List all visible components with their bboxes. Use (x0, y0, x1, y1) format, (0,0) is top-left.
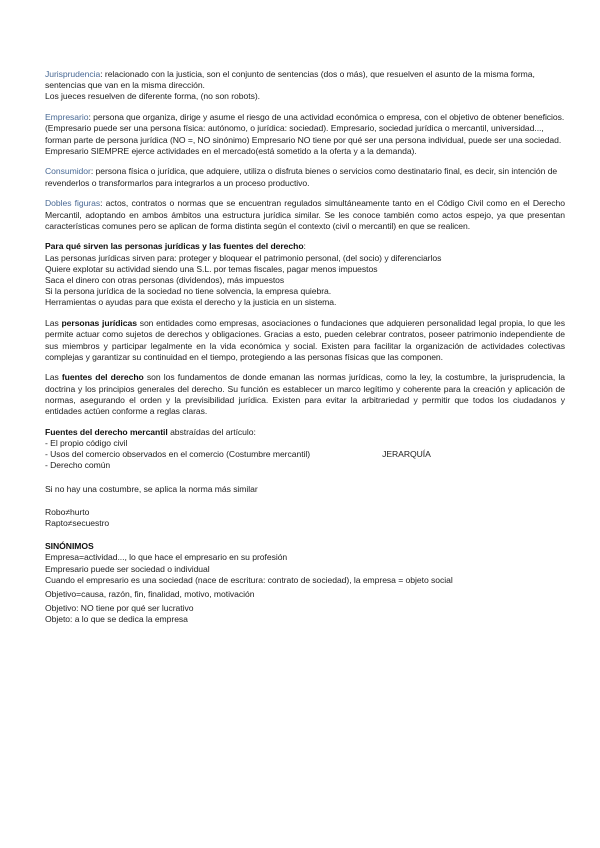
term-empresario: Empresario (45, 112, 89, 123)
document-body (45, 69, 565, 626)
definition-note: Los jueces resuelven de diferente forma, (no son robots). (45, 91, 260, 102)
note: Si no hay una costumbre, se aplica la norma más similar (45, 483, 258, 494)
section-fuentes-mercantil (45, 427, 565, 529)
definition-empresario (45, 112, 565, 157)
definition-jurisprudencia (45, 69, 565, 103)
definition-text: : persona física o jurídica, que adquiere, utiliza o disfruta bienes o servicios como destinatario final, es decir, sin intención de revenderlos o transformarlos para integrarlos a un proceso productivo. (45, 166, 558, 188)
list-item: Empresa=actividad..., lo que hace el empresario en su profesión (45, 552, 288, 563)
term-jurisprudencia: Jurisprudencia (45, 69, 101, 79)
list-item: Objetivo=causa, razón, fin, finalidad, motivo, motivación (45, 589, 255, 600)
definition-consumidor (45, 166, 565, 188)
section-para-que-sirven (45, 241, 565, 308)
list-item: Si la persona jurídica de la sociedad no tiene solvencia, la empresa quiebra. (45, 286, 332, 297)
heading-rest: abstraídas del artículo: (167, 426, 256, 437)
paragraph-fuentes-derecho (45, 372, 565, 417)
definition-text: : persona que organiza, dirige y asume el riesgo de una actividad económica o empresa, con el objetivo de obtener beneficios. (Empresario puede ser una persona física: autónomo, o jurídica: sociedad). Empresario, sociedad jurídica o mercantil, universidad..., forman parte de persona jurídica (NO =, NO sinónimo) Empresario NO tiene por qué ser una persona individual, puede ser una sociedad. Empresario SIEMPRE ejerce actividades en el mercado(está sometido a la oferta y a la demanda). (45, 112, 565, 156)
paragraph-text: son los fundamentos de donde emanan las normas jurídicas, como la ley, la costumbre, la jurisprudencia, la doctrina y los principios generales del derecho. Su función es establecer un marco legítimo y coherente para la creación y aplicación de normas, asegurando el orden y la previsibilidad jurídica. Existen para evitar la arbitrariedad y permitir que todos los ciudadanos y entidades actúen conforme a reglas claras. (45, 372, 566, 417)
section-heading: Fuentes del derecho mercantil (45, 426, 168, 437)
section-heading: Para qué sirven las personas jurídicas y las fuentes del derecho (45, 241, 304, 252)
list-item: Las personas jurídicas sirven para: proteger y bloquear el patrimonio personal, (del socio) y diferenciarlos (45, 252, 442, 263)
paragraph-pre: Las (45, 372, 62, 383)
list-item: Quiere explotar su actividad siendo una S.L. por temas fiscales, pagar menos impuestos (45, 263, 378, 274)
section-heading: SINÓNIMOS (45, 541, 94, 552)
paragraph-text: son entidades como empresas, asociaciones o fundaciones que adquieren personalidad legal propia, lo que les permite actuar como sujetos de derechos y obligaciones. Gracias a esto, pueden celebrar contratos, poseer patrimonio independiente de sus miembros y participar legalmente en la vida económica y social. Existen para facilitar la organización de actividades colectivas complejas y garantizar su continuidad en el tiempo, protegiendo a las personas físicas que las componen. (45, 318, 565, 362)
jerarquia-label: JERARQUÍA (382, 449, 431, 460)
list-item: Cuando el empresario es una sociedad (nace de escritura: contrato de sociedad), la empresa = objeto social (45, 574, 453, 585)
list-item: Herramientas o ayudas para que exista el derecho y la justicia en un sistema. (45, 297, 337, 308)
list-item: Objetivo: NO tiene por qué ser lucrativo (45, 603, 194, 614)
list-item: Empresario puede ser sociedad o individual (45, 563, 210, 574)
term-consumidor: Consumidor (45, 166, 91, 177)
list-item: Saca el dinero con otras personas (dividendos), más impuestos (45, 275, 285, 286)
bold-term: personas jurídicas (61, 318, 137, 329)
paragraph-pre: Las (45, 318, 62, 329)
list-item: Objeto: a lo que se dedica la empresa (45, 614, 188, 625)
term-dobles-figuras: Dobles figuras (45, 198, 101, 209)
heading-colon: : (303, 241, 306, 252)
bold-term: fuentes del derecho (61, 372, 144, 383)
note: Rapto≠secuestro (45, 518, 110, 528)
list-item: - Usos del comercio observados en el comercio (Costumbre mercantil) (45, 449, 311, 460)
definition-dobles-figuras (45, 198, 565, 232)
list-item: - El propio código civil (45, 437, 128, 448)
note: Robo≠hurto (45, 506, 90, 517)
definition-text: : relacionado con la justicia, son el conjunto de sentencias (dos o más), que resuelven el asunto de la misma forma, sentencias que van en la misma dirección. (45, 69, 535, 91)
section-sinonimos (45, 541, 565, 625)
paragraph-personas-juridicas (45, 318, 565, 363)
definition-text: : actos, contratos o normas que se encuentran regulados simultáneamente tanto en el Código Civil como en el Derecho Mercantil, adoptando en ambos ámbitos una estructura jurídica similar. Se les conoce también como actos espejo, ya que presentan características comunes pero se aplican de forma distinta según el contexto (civil o mercantil) en que se realicen. (45, 198, 565, 231)
list-item: - Derecho común (45, 460, 111, 471)
